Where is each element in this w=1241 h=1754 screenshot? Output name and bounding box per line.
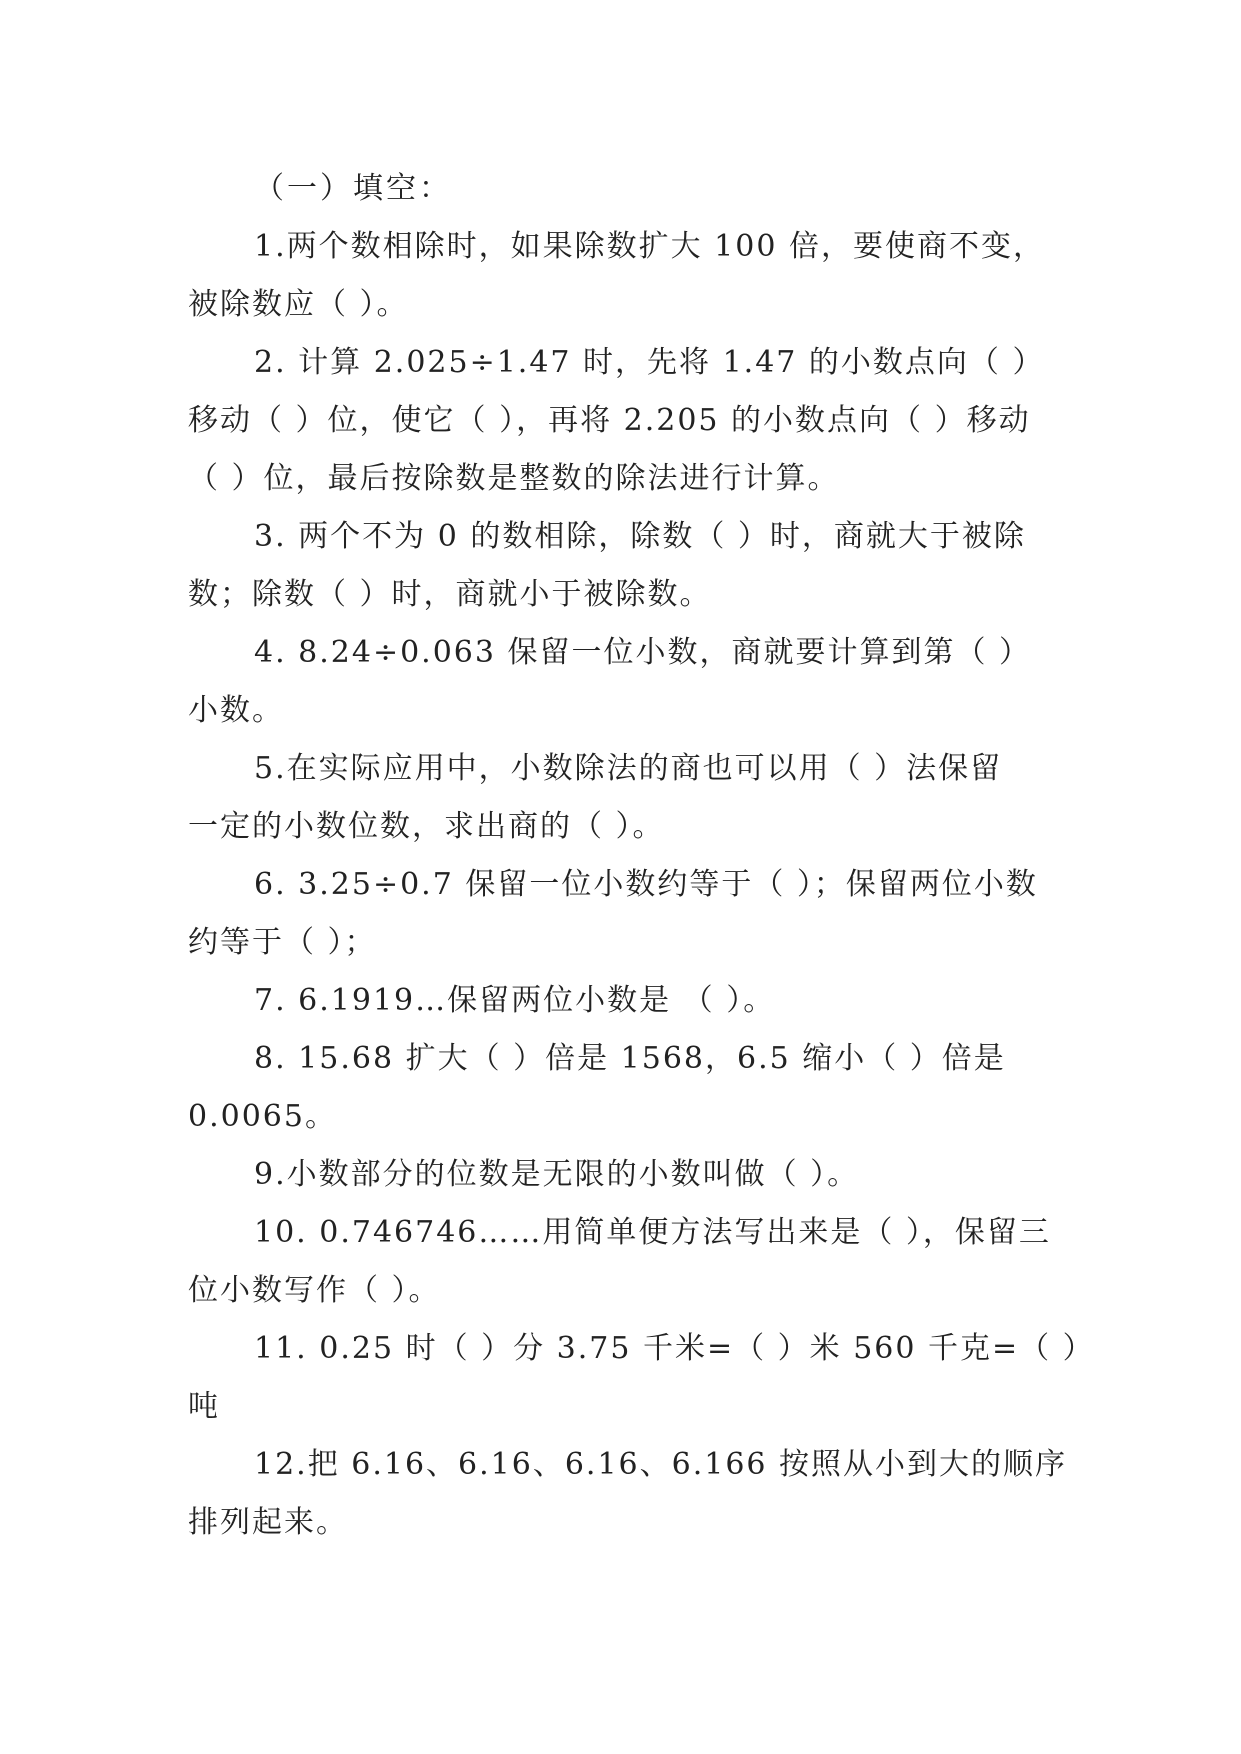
- question-line: 8. 15.68 扩大（ ）倍是 1568，6.5 缩小（ ）倍是: [254, 1041, 1006, 1076]
- question-line: 位小数写作（ ）。: [188, 1273, 441, 1308]
- question-line: 12.把 6.16、6.16、6.16、6.166 按照从小到大的顺序: [254, 1447, 1068, 1482]
- question-5: [188, 740, 1068, 856]
- question-line: 吨: [188, 1389, 220, 1424]
- section-title: （一）填空：: [254, 171, 452, 206]
- question-8: [188, 1030, 1068, 1146]
- question-line: 一定的小数位数，求出商的（ ）。: [188, 809, 665, 844]
- question-line: 约等于（ ）；: [188, 925, 377, 960]
- question-12: [188, 1436, 1068, 1552]
- question-line: 被除数应（ ）。: [188, 287, 409, 322]
- question-11: [188, 1320, 1095, 1436]
- question-line: 11. 0.25 时（ ）分 3.75 千米=（ ）米 560 千克=（ ）: [254, 1331, 1095, 1366]
- question-line: 小数。: [188, 693, 284, 728]
- question-line: 6. 3.25÷0.7 保留一位小数约等于（ ）；保留两位小数: [254, 867, 1038, 902]
- question-line: 7. 6.1919…保留两位小数是 （ ）。: [254, 983, 776, 1018]
- question-2: [188, 334, 1068, 508]
- question-line: 排列起来。: [188, 1505, 348, 1540]
- question-line: 移动（ ）位，使它（ ），再将 2.205 的小数点向（ ）移动: [188, 403, 1031, 438]
- question-line: 1.两个数相除时，如果除数扩大 100 倍，要使商不变，: [254, 229, 1045, 264]
- question-line: 5.在实际应用中，小数除法的商也可以用（ ）法保留: [254, 751, 1003, 786]
- question-line: 4. 8.24÷0.063 保留一位小数，商就要计算到第（ ）: [254, 635, 1032, 670]
- worksheet-content: [188, 160, 1095, 1552]
- question-line: （ ）位，最后按除数是整数的除法进行计算。: [188, 461, 840, 496]
- question-6: [188, 856, 1068, 972]
- question-line: 10. 0.746746……用简单便方法写出来是（ ），保留三: [254, 1215, 1051, 1250]
- question-3: [188, 508, 1068, 624]
- question-line: 数；除数（ ）时，商就小于被除数。: [188, 577, 712, 612]
- question-4: [188, 624, 1068, 740]
- question-line: 0.0065。: [188, 1099, 337, 1134]
- question-line: 3. 两个不为 0 的数相除，除数（ ）时，商就大于被除: [254, 519, 1026, 554]
- question-10: [188, 1204, 1068, 1320]
- question-line: 9.小数部分的位数是无限的小数叫做（ ）。: [254, 1157, 860, 1192]
- question-9: [188, 1146, 1068, 1204]
- question-7: [188, 972, 1068, 1030]
- question-1: [188, 218, 1068, 334]
- question-line: 2. 计算 2.025÷1.47 时，先将 1.47 的小数点向（ ）: [254, 345, 1045, 380]
